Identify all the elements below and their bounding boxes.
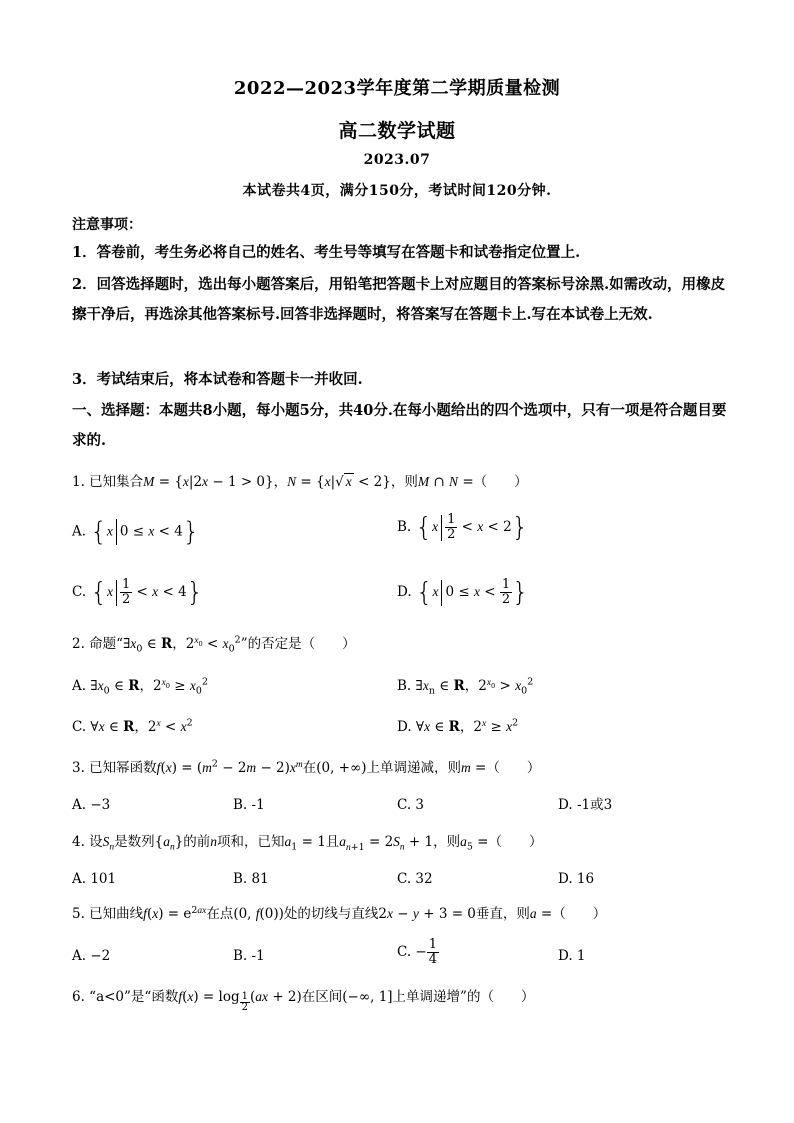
- q2-option-b: B. $\exists x_n$ ∈ R，$2^{x_0} > x_0^2$: [397, 676, 534, 697]
- q3-option-b: B. -1: [233, 797, 265, 813]
- q4-option-a: A. 101: [72, 871, 117, 887]
- q2-option-c: C. ∀x ∈ R，$2^x < x^2$: [72, 717, 193, 735]
- q4-option-d: D. 16: [558, 871, 595, 887]
- question-4: 4. 设$S_n$是数列$\{a_n\}$的前n项和，已知$a_1 = 1$且$a_{n+1} = 2S_n + 1$，则$a_5$ =（ ）: [72, 834, 543, 853]
- question-1: 1. 已知集合M = {x|2x − 1 > 0}，N = {x|√ x < 2}，则M ∩ N =（ ）: [72, 474, 528, 490]
- exam-subtitle: 高二数学试题: [338, 120, 456, 142]
- question-5: 5. 已知曲线$f(x) = e^{2ax}$在点(0, f(0))处的切线与直线2x − y + 3 = 0垂直，则a =（ ）: [72, 904, 607, 922]
- q5-option-a: A. −2: [72, 948, 111, 964]
- q5-option-d: D. 1: [558, 948, 586, 964]
- q1-option-c: C. {x $\frac{1}{2}$ < x < 4}: [72, 577, 204, 608]
- q5-option-c: C. − $\frac{1}{4}$: [397, 937, 438, 967]
- section-heading: 一、选择题：本题共8小题，每小题5分，共40分.在每小题给出的四个选项中，只有一项是符合题目要求的.: [72, 402, 727, 449]
- question-6: 6. “a<0”是“函数f(x) = log $_{\frac{1}{2}}$ (ax + 2)在区间(−∞, 1]上单调递增”的（ ）: [72, 989, 535, 1013]
- q3-option-a: A. −3: [72, 797, 111, 813]
- question-3: 3. 已知幂函数$f(x) = (m^2 - 2m - 2)x^m$在(0, +∞)上单调递减，则m =（ ）: [72, 758, 541, 776]
- exam-title: 2022—2023学年度第二学期质量检测: [233, 78, 561, 99]
- exam-date: 2023.07: [363, 152, 431, 168]
- q2-option-a: A. $\exists x_0$ ∈ R，$2^{x_0} \ge x_0^2$: [72, 676, 208, 697]
- q1-option-d: D. {x 0 ≤ x < $\frac{1}{2}$ }: [397, 577, 529, 608]
- notes-heading: 注意事项：: [72, 217, 142, 233]
- note-item-2: 2．回答选择题时，选出每小题答案后，用铅笔把答题卡上对应题目的答案标号涂黑.如需改动，用橡皮擦干净后，再选涂其他答案标号.回答非选择题时，将答案写在答题卡上.写在本试卷上无效.: [72, 276, 726, 323]
- q3-option-c: C. 3: [397, 797, 425, 813]
- q1-option-a: A. {x 0 ≤ x < 4}: [72, 517, 200, 547]
- q2-option-d: D. ∀x ∈ R，$2^x \ge x^2$: [397, 717, 519, 735]
- exam-info: 本试卷共4页，满分150分，考试时间120分钟.: [242, 183, 552, 199]
- question-2: 2. 命题“$\exists x_0$ ∈ R，$2^{x_0} < x_0^2$”的否定是（ ）: [72, 634, 356, 655]
- q4-option-c: C. 32: [397, 871, 433, 887]
- q1-option-b: B. {x $\frac{1}{2}$ < x < 2}: [397, 512, 529, 543]
- note-item-3: 3．考试结束后，将本试卷和答题卡一并收回.: [72, 371, 363, 388]
- q4-option-b: B. 81: [233, 871, 269, 887]
- q5-option-b: B. -1: [233, 948, 265, 964]
- note-item-1: 1．答卷前，考生务必将自己的姓名、考生号等填写在答题卡和试卷指定位置上.: [72, 244, 581, 261]
- q3-option-d: D. -1或3: [558, 797, 613, 813]
